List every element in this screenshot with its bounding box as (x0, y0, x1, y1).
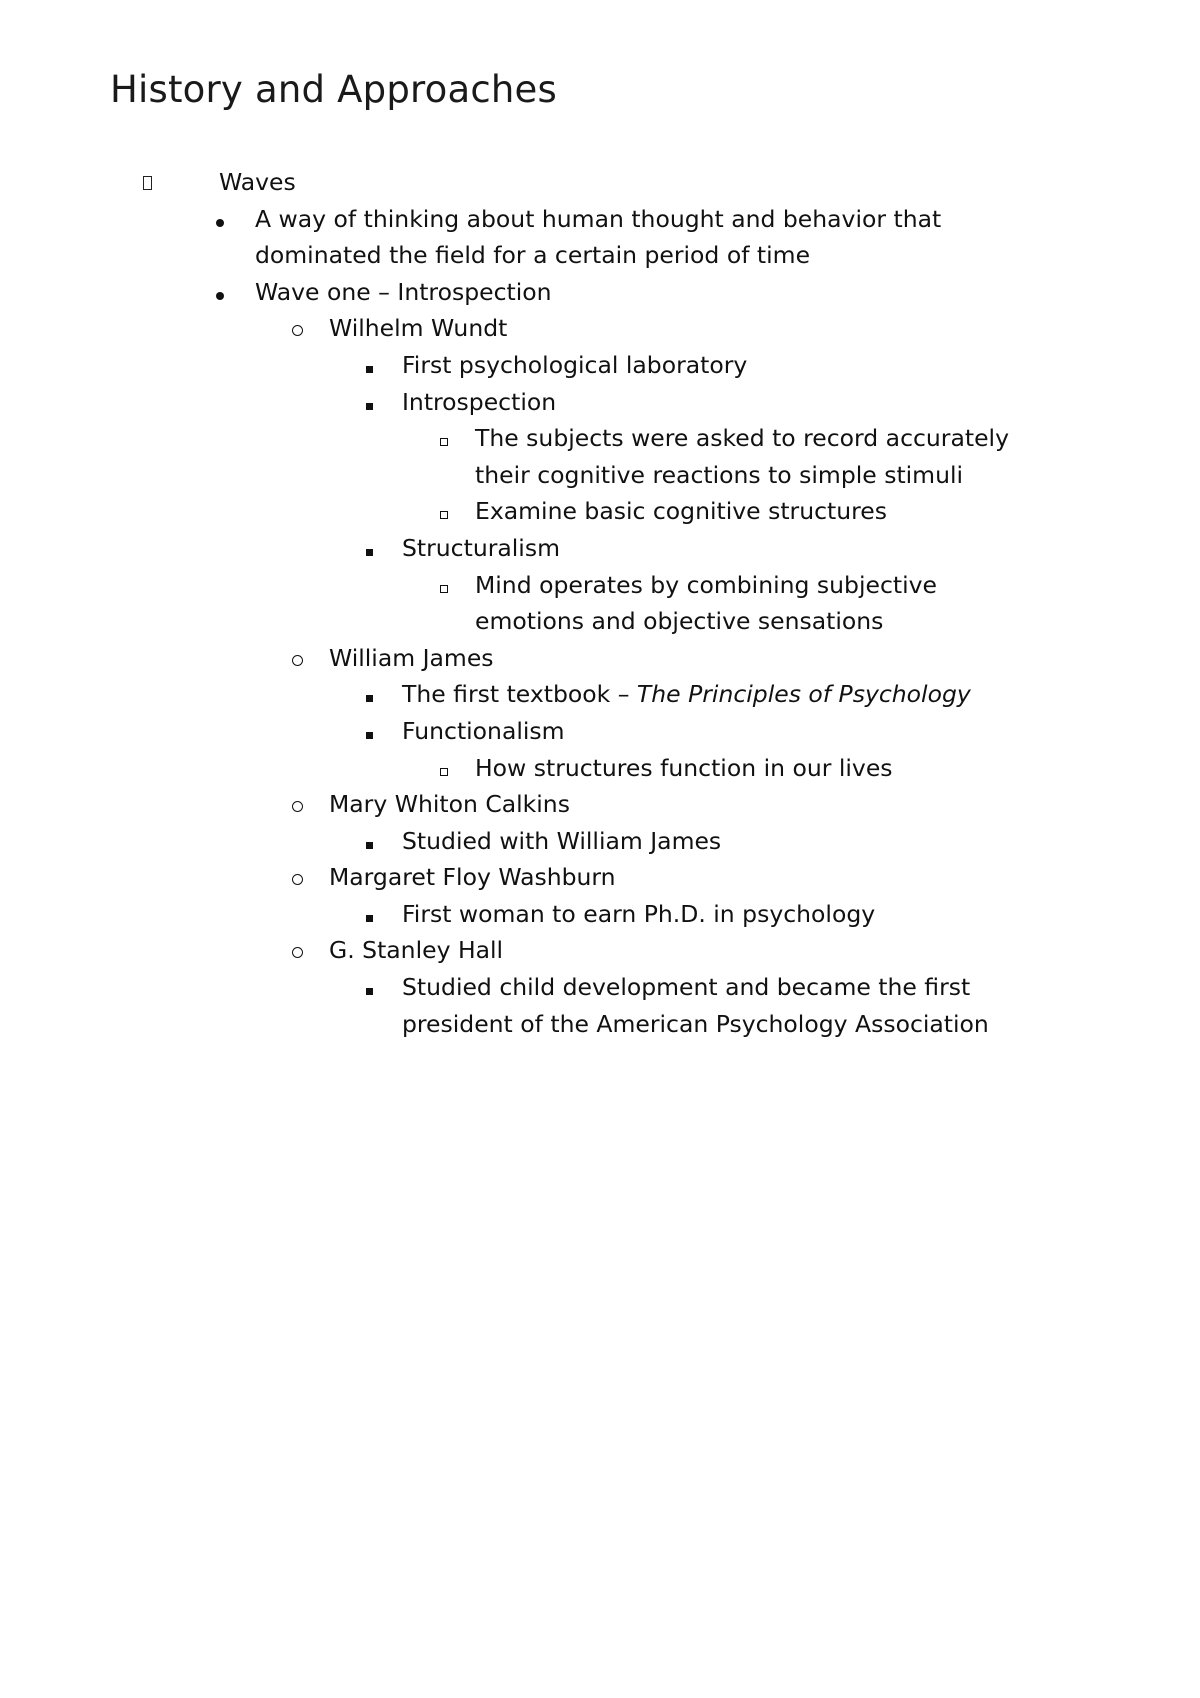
list-item-hall: G. Stanley Hall (0, 932, 1200, 969)
bullet-square-icon (366, 676, 373, 713)
outline-list (0, 164, 1200, 1042)
bullet-circle-icon (292, 786, 303, 823)
list-item-wundt: Wilhelm Wundt (0, 310, 1200, 347)
bullet-dot-icon (216, 201, 224, 238)
bullet-circle-icon (292, 859, 303, 896)
bullet-circle-icon (292, 310, 303, 347)
list-item-structuralism: Structuralism (0, 530, 1200, 567)
bullet-square-icon (366, 384, 373, 421)
bullet-square-icon (366, 713, 373, 750)
list-item-waves: Waves (0, 164, 1200, 201)
bullet-hollow-square-icon (440, 493, 448, 530)
textbook-prefix: The first textbook – (402, 680, 637, 709)
bullet-circle-icon (292, 640, 303, 677)
bullet-hollow-square-icon (440, 750, 448, 787)
list-item-introspection: Introspection (0, 384, 1200, 421)
list-item-functionalism: Functionalism (0, 713, 1200, 750)
textbook-title: The Principles of Psychology (636, 680, 971, 709)
bullet-hollow-square-icon (440, 420, 448, 457)
list-item-wave-one: Wave one – Introspection (0, 274, 1200, 311)
list-item-definition: A way of thinking about human thought and behavior that dominated the field for a certain period of time (0, 201, 1200, 274)
list-item-washburn-detail: First woman to earn Ph.D. in psychology (0, 896, 1200, 933)
list-item-func-detail: How structures function in our lives (0, 750, 1200, 787)
list-item-wundt-lab: First psychological laboratory (0, 347, 1200, 384)
list-item-hall-detail: Studied child development and became the first president of the American Psychology Association (0, 969, 1200, 1042)
list-item-washburn: Margaret Floy Washburn (0, 859, 1200, 896)
bullet-square-icon (366, 969, 373, 1006)
list-item-calkins-detail: Studied with William James (0, 823, 1200, 860)
list-item-intro-detail-2: Examine basic cognitive structures (0, 493, 1200, 530)
bullet-square-icon (366, 896, 373, 933)
missing-glyph-icon (143, 164, 152, 201)
list-item-james: William James (0, 640, 1200, 677)
list-item-intro-detail: The subjects were asked to record accurately their cognitive reactions to simple stimuli (0, 420, 1200, 493)
bullet-square-icon (366, 530, 373, 567)
bullet-circle-icon (292, 932, 303, 969)
bullet-square-icon (366, 347, 373, 384)
list-item-calkins: Mary Whiton Calkins (0, 786, 1200, 823)
list-item-struct-detail: Mind operates by combining subjective emotions and objective sensations (0, 567, 1200, 640)
bullet-dot-icon (216, 274, 224, 311)
bullet-square-icon (366, 823, 373, 860)
document-title: History and Approaches (110, 68, 557, 111)
bullet-hollow-square-icon (440, 567, 448, 604)
list-item-textbook (0, 676, 1200, 713)
